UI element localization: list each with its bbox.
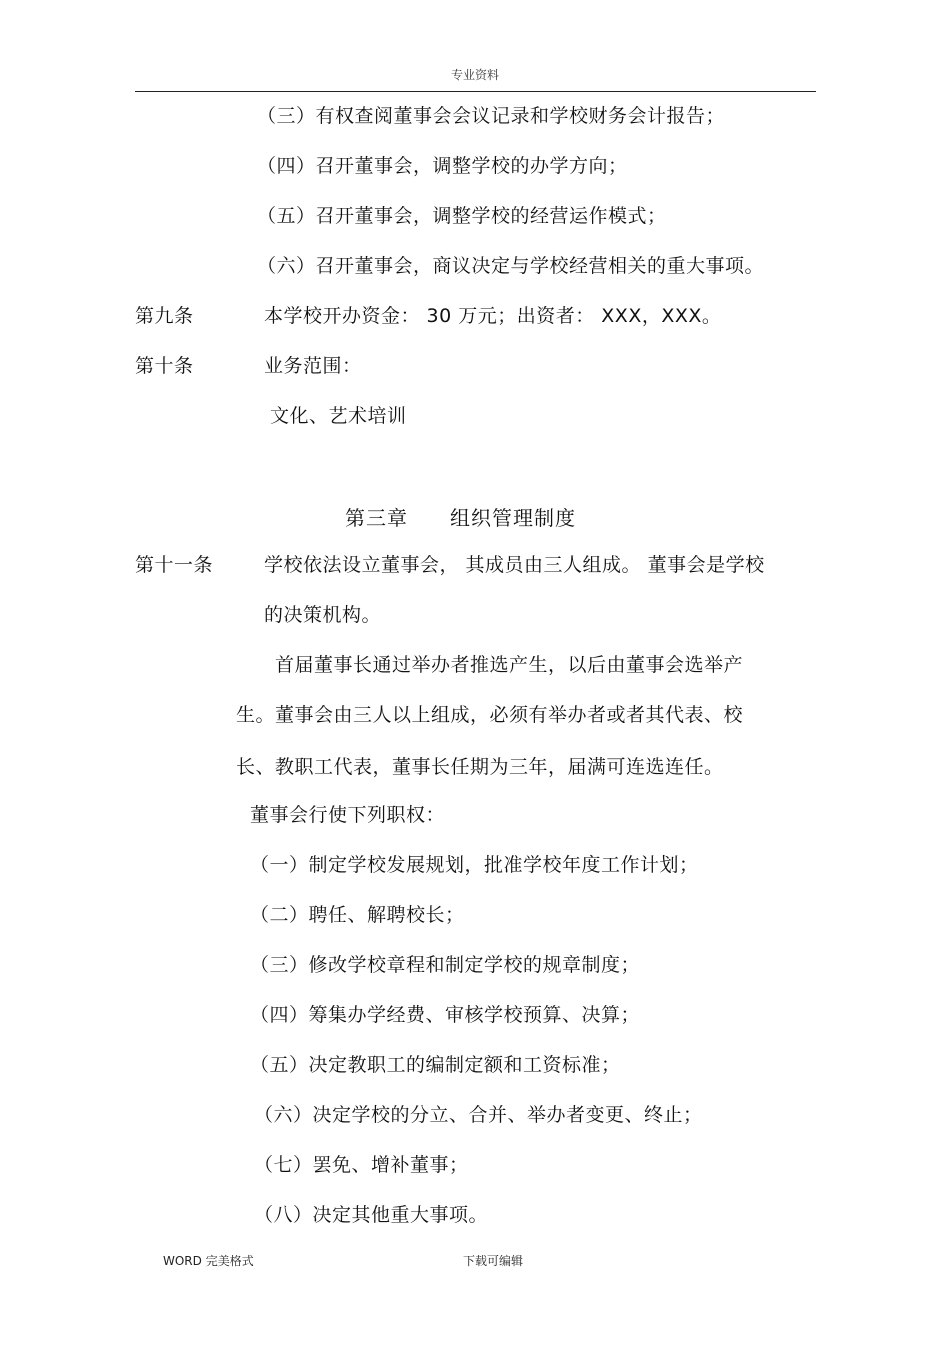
footer-left-text: WORD 完美格式: [163, 1254, 254, 1268]
power-item-4: （四）筹集办学经费、审核学校预算、决算；: [250, 1004, 641, 1026]
header-divider: [135, 91, 816, 92]
chapter-3-title: 第三章 组织管理制度: [345, 506, 576, 530]
footer-center-text: 下载可编辑: [463, 1254, 524, 1268]
article-11-para-2: 生。董事会由三人以上组成，必须有举办者或者其代表、校: [236, 704, 744, 726]
article-9-text: 本学校开办资金： 30 万元；出资者： XXX，XXX。: [264, 305, 722, 327]
power-item-7: （七）罢免、增补董事；: [254, 1154, 469, 1176]
powers-intro: 董事会行使下列职权：: [250, 804, 446, 826]
power-item-6: （六）决定学校的分立、合并、举办者变更、终止；: [254, 1104, 703, 1126]
article-11-line-1: 学校依法设立董事会， 其成员由三人组成。 董事会是学校: [264, 554, 765, 576]
power-item-5: （五）决定教职工的编制定额和工资标准；: [250, 1054, 621, 1076]
top-item-5: （五）召开董事会，调整学校的经营运作模式；: [257, 205, 667, 227]
top-item-3: （三）有权查阅董事会会议记录和学校财务会计报告；: [257, 105, 726, 127]
article-9-label: 第九条: [135, 305, 194, 327]
top-item-4: （四）召开董事会，调整学校的办学方向；: [257, 155, 628, 177]
article-11-para-3: 长、教职工代表，董事长任期为三年，届满可连选连任。: [236, 756, 724, 778]
article-10-scope: 文化、艺术培训: [270, 405, 407, 427]
power-item-3: （三）修改学校章程和制定学校的规章制度；: [250, 954, 641, 976]
top-item-6: （六）召开董事会，商议决定与学校经营相关的重大事项。: [257, 255, 765, 277]
article-10-text: 业务范围：: [264, 355, 362, 377]
power-item-2: （二）聘任、解聘校长；: [250, 904, 465, 926]
article-10-label: 第十条: [135, 355, 194, 377]
article-11-label: 第十一条: [135, 554, 214, 576]
article-11-line-2: 的决策机构。: [264, 604, 382, 626]
page-header-title: 专业资料: [450, 68, 499, 82]
power-item-8: （八）决定其他重大事项。: [254, 1204, 489, 1226]
power-item-1: （一）制定学校发展规划，批准学校年度工作计划；: [250, 854, 699, 876]
article-11-para-1: 首届董事长通过举办者推选产生，以后由董事会选举产: [275, 654, 744, 676]
